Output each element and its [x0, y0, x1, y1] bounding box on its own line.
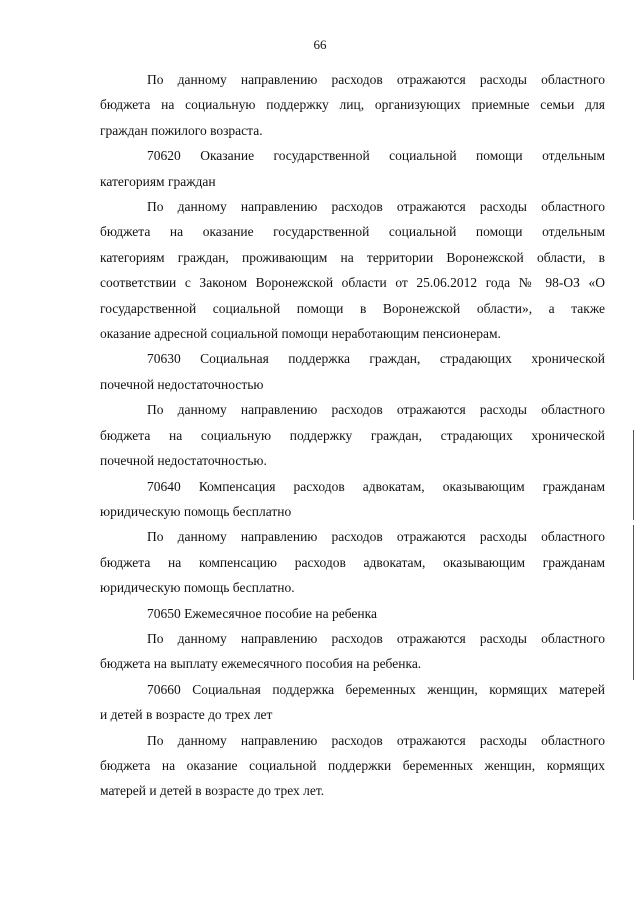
- paragraph: [100, 474, 605, 525]
- text-line: соответствии с Законом Воронежской области от 25.06.2012 года № 98-ОЗ «О: [100, 275, 605, 291]
- text-line: бюджета на оказание социальной поддержки беременных женщин, кормящих: [100, 757, 605, 773]
- paragraph: [100, 194, 605, 346]
- text-line: бюджета на социальную поддержку лиц, организующих приемные семьи для: [100, 97, 605, 113]
- text-line: категориям граждан: [100, 173, 216, 189]
- text-line: почечной недостаточностью.: [100, 453, 267, 469]
- text-line: По данному направлению расходов отражаются расходы областного: [147, 732, 605, 748]
- paragraph: [100, 143, 605, 194]
- scan-edge-mark: [633, 430, 634, 520]
- text-line: 70630 Социальная поддержка граждан, страдающих хронической: [147, 351, 605, 367]
- paragraph: [100, 728, 605, 804]
- text-line: 70650 Ежемесячное пособие на ребенка: [147, 605, 377, 621]
- text-line: бюджета на оказание государственной социальной помощи отдельным: [100, 224, 605, 240]
- text-line: матерей и детей в возрасте до трех лет.: [100, 783, 325, 799]
- text-line: По данному направлению расходов отражаются расходы областного: [147, 529, 605, 545]
- paragraph: [100, 601, 605, 626]
- text-line: бюджета на выплату ежемесячного пособия на ребенка.: [100, 656, 422, 672]
- text-line: государственной социальной помощи в Воронежской области», а также: [100, 300, 605, 316]
- text-line: оказание адресной социальной помощи неработающим пенсионерам.: [100, 326, 501, 342]
- text-line: граждан пожилого возраста.: [100, 122, 263, 138]
- paragraph: [100, 67, 605, 143]
- text-line: бюджета на компенсацию расходов адвокатам, оказывающим гражданам: [100, 554, 605, 570]
- text-line: По данному направлению расходов отражаются расходы областного: [147, 630, 605, 646]
- text-line: юридическую помощь бесплатно.: [100, 580, 295, 596]
- paragraph: [100, 397, 605, 473]
- text-line: По данному направлению расходов отражаются расходы областного: [147, 199, 605, 215]
- page-number: 66: [313, 37, 327, 52]
- text-line: и детей в возрасте до трех лет: [100, 707, 273, 723]
- text-line: 70660 Социальная поддержка беременных женщин, кормящих матерей: [147, 681, 605, 697]
- document-body: [100, 67, 605, 804]
- text-line: По данному направлению расходов отражаются расходы областного: [147, 402, 605, 418]
- text-line: 70640 Компенсация расходов адвокатам, оказывающим гражданам: [147, 478, 605, 494]
- paragraph: [100, 346, 605, 397]
- paragraph: [100, 626, 605, 677]
- text-line: почечной недостаточностью: [100, 376, 264, 392]
- text-line: юридическую помощь бесплатно: [100, 503, 292, 519]
- text-line: По данному направлению расходов отражаются расходы областного: [147, 72, 605, 87]
- text-line: категориям граждан, проживающим на территории Воронежской области, в: [100, 249, 605, 265]
- scan-edge-mark: [633, 525, 634, 680]
- text-line: 70620 Оказание государственной социальной помощи отдельным: [147, 148, 605, 164]
- text-line: бюджета на социальную поддержку граждан, страдающих хронической: [100, 427, 605, 443]
- paragraph: [100, 524, 605, 600]
- paragraph: [100, 677, 605, 728]
